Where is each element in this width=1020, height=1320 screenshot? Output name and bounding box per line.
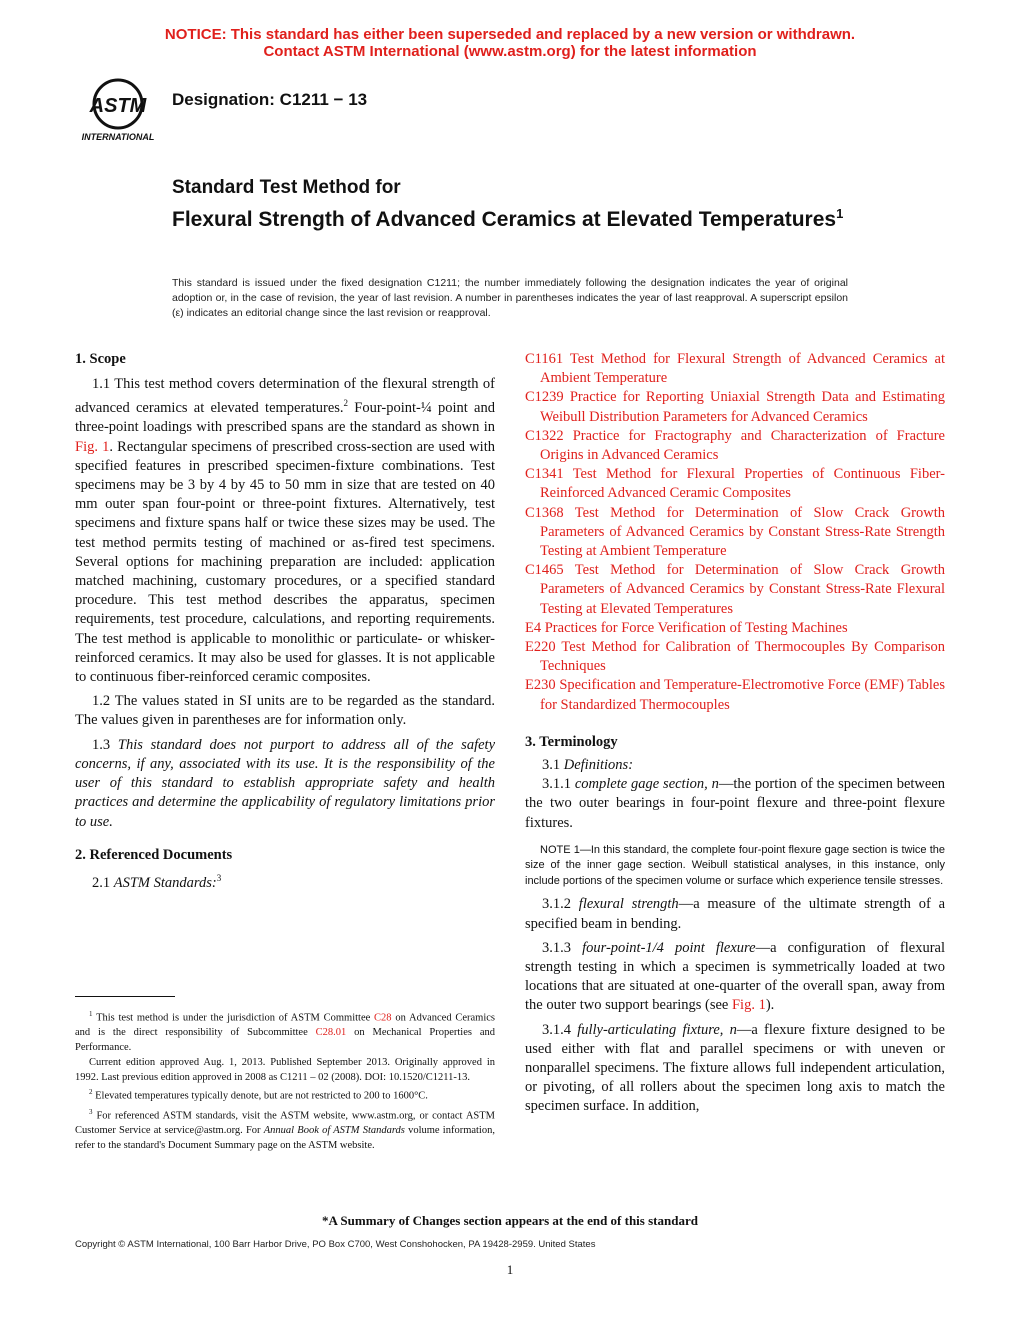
- reference-title-link[interactable]: Test Method for Determination of Slow Crack Growth Parameters of Advanced Ceramics by Constant Stress-Rate Strength Testing at Ambient Temperature: [540, 504, 945, 560]
- left-column: [75, 350, 495, 893]
- reference-code-link[interactable]: C1161: [525, 351, 564, 367]
- footnote-2: $^2$ Elevated temperatures typically denote, but are not restricted to 200 to 1600°C.: [89, 1088, 428, 1102]
- scope-para-2: 1.2 The values stated in SI units are to be regarded as the standard. The values given in parentheses are for information only.: [75, 693, 495, 729]
- document-title: [172, 175, 892, 233]
- page-number: 1: [506, 1262, 514, 1277]
- reference-list: [525, 350, 945, 715]
- fig1-link[interactable]: Fig. 1: [75, 438, 110, 455]
- scope-heading: 1. Scope: [75, 351, 126, 367]
- astm-standards-label: 2.1 ASTM Standards:$^3$: [92, 872, 222, 891]
- designation: Designation: C1211 − 13: [172, 90, 368, 109]
- c28-01-link[interactable]: C28.01: [315, 1027, 347, 1039]
- reference-code-link[interactable]: C1465: [525, 562, 564, 579]
- scope-para-3: 1.3 This standard does not purport to address all of the safety concerns, if any, associated with its use. It is the responsibility of the user of this standard to establish appropriate safety and health practices and determine the applicability of regulatory limitations prior to use.: [75, 736, 496, 830]
- reference-item: [525, 465, 945, 503]
- footnote-3: $^3$ For referenced ASTM standards, visit the ASTM website, www.astm.org, or contact ASTM Customer Service at service@astm.org. For Annual Book of ASTM Standards volume information, refer to the standard's Document Summary page on the ASTM website.: [75, 1107, 495, 1151]
- reference-item: [525, 427, 945, 465]
- reference-code-link[interactable]: C1239: [525, 389, 564, 406]
- reference-item: [525, 388, 945, 426]
- reference-item: [525, 676, 945, 714]
- footnote-1-edition: Current edition approved Aug. 1, 2013. Published September 2013. Originally approved in 1992. Last previous edition approved in 2008 as C1211 – 02 (2008). DOI: 10.1520/C1211-13.: [75, 1056, 495, 1083]
- logo-text: ASTM: [89, 95, 147, 117]
- referenced-heading: 2. Referenced Documents: [75, 846, 233, 863]
- reference-code-link[interactable]: C1368: [525, 504, 564, 521]
- reference-title-link[interactable]: Test Method for Flexural Strength of Advanced Ceramics at Ambient Temperature: [540, 351, 945, 387]
- reference-title-link[interactable]: Specification and Temperature-Electromotive Force (EMF) Tables for Standardized Thermocouples: [540, 677, 945, 713]
- title-line-1: Standard Test Method for: [172, 177, 401, 198]
- reference-title-link[interactable]: Test Method for Determination of Slow Crack Growth Parameters of Advanced Ceramics by Constant Stress-Rate Flexural Testing at Elevated Temperatures: [540, 562, 945, 617]
- reference-item: [525, 619, 945, 638]
- scope-para-1: 1.1 This test method covers determination of the flexural strength of advanced ceramics at elevated temperatures.$^2$ Four-point-¼ point and three-point loadings with prescribed spans are the standard as shown in Fig. 1. Rectangular specimens of prescribed cross-section are used with specified features in prescribed specimen-fixture combinations. Test specimens may be 3 by 4 by 45 to 50 mm in size that are tested on 40 mm outer span four-point or three-point fixtures. Alternatively, test specimens and fixture spans half or twice these sizes may be used. The test method permits testing of machined or as-fired test specimens. Several options for machining preparation are included: application matched machining, customary procedures, or a specified standard procedure. This test method describes the apparatus, specimen requirements, test procedure, calculations, and reporting requirements. The test method is applicable to monolithic or particulate- or whisker-reinforced ceramics. It may also be used for glasses. It is not applicable to continuous fiber-reinforced ceramic composites.: [75, 376, 495, 686]
- reference-title-link[interactable]: Practice for Reporting Uniaxial Strength Data and Estimating Weibull Distribution Parameters for Advanced Ceramics: [540, 389, 945, 425]
- reference-item: [525, 638, 945, 676]
- note-1: NOTE 1—In this standard, the complete four-point flexure gage section is twice the size of the inner gage section. Weibull statistical analyses, in this instance, only include portions of the specimen volume or surface which experience tensile stresses.: [525, 843, 945, 887]
- definitions-label: 3.1 Definitions:: [542, 757, 634, 774]
- reference-item: [525, 350, 945, 388]
- terminology-heading: 3. Terminology: [525, 733, 618, 750]
- reference-code-link[interactable]: E230: [525, 677, 556, 694]
- term-fully-articulating-fixture: 3.1.4 fully-articulating fixture, n—a flexure fixture designed to be used either with flat and parallel specimens or with uneven or nonparallel specimens. The fixture allows full independent articulation, or pivoting, of all rollers about the specimen long axis to match the specimen surface. In addition,: [525, 1021, 945, 1115]
- title-line-2: Flexural Strength of Advanced Ceramics at Elevated Temperatures$^1$: [172, 206, 844, 231]
- withdrawal-notice: [0, 26, 1020, 60]
- term-complete-gage-section: 3.1.1 complete gage section, n—the portion of the specimen between the two outer bearings in four-point flexure and three-point flexure fixtures.: [525, 776, 946, 831]
- c28-link[interactable]: C28: [374, 1012, 392, 1024]
- reference-code-link[interactable]: E220: [525, 639, 556, 656]
- fig1-link-2[interactable]: Fig. 1: [731, 997, 766, 1014]
- copyright: Copyright © ASTM International, 100 Barr Harbor Drive, PO Box C700, West Conshohocken, PA 19428-2959. United States: [75, 1239, 596, 1250]
- reference-title-link[interactable]: Test Method for Calibration of Thermocouples By Comparison Techniques: [540, 639, 945, 675]
- logo-subtext: INTERNATIONAL: [81, 132, 155, 142]
- astm-logo: [74, 78, 164, 144]
- reference-title-link[interactable]: Practice for Fractography and Characterization of Fracture Origins in Advanced Ceramics: [540, 427, 945, 464]
- right-column: [525, 350, 945, 1117]
- reference-code-link[interactable]: E4: [525, 619, 542, 636]
- reference-item: [525, 561, 945, 619]
- notice-line-1: NOTICE: This standard has either been superseded and replaced by a new version or withdrawn.: [164, 26, 856, 43]
- footnote-1: $^1$ This test method is under the jurisdiction of ASTM Committee C28 on Advanced Ceramics and is the direct responsibility of Subcommittee C28.01 on Mechanical Properties and Performance.: [75, 1010, 495, 1054]
- reference-title-link[interactable]: Practices for Force Verification of Testing Machines: [541, 619, 848, 636]
- notice-line-2: Contact ASTM International (www.astm.org) for the latest information: [263, 43, 757, 60]
- footnotes: [75, 1007, 495, 1154]
- summary-of-changes: *A Summary of Changes section appears at the end of this standard: [322, 1213, 698, 1228]
- reference-code-link[interactable]: C1341: [525, 466, 564, 483]
- reference-code-link[interactable]: C1322: [525, 427, 564, 444]
- issued-note: This standard is issued under the fixed designation C1211; the number immediately following the designation indicates the year of original adoption or, in the case of revision, the year of last revision. A number in parentheses indicates the year of last reapproval. A superscript epsilon (ε) indicates an editorial change since the last revision or reapproval.: [172, 277, 848, 319]
- footnote-rule: [75, 996, 175, 997]
- title-footnote-marker: 1: [836, 206, 844, 221]
- reference-item: [525, 504, 945, 562]
- term-flexural-strength: 3.1.2 flexural strength—a measure of the ultimate strength of a specified beam in bending.: [525, 896, 946, 932]
- term-four-point-flexure: 3.1.3 four-point-1/4 point flexure—a configuration of flexural strength testing in which a specimen is symmetrically loaded at two locations that are situated at one-quarter of the overall span, away from the outer two support bearings (see Fig. 1).: [525, 939, 945, 1014]
- reference-title-link[interactable]: Test Method for Flexural Properties of Continuous Fiber-Reinforced Advanced Ceramic Composites: [540, 466, 945, 502]
